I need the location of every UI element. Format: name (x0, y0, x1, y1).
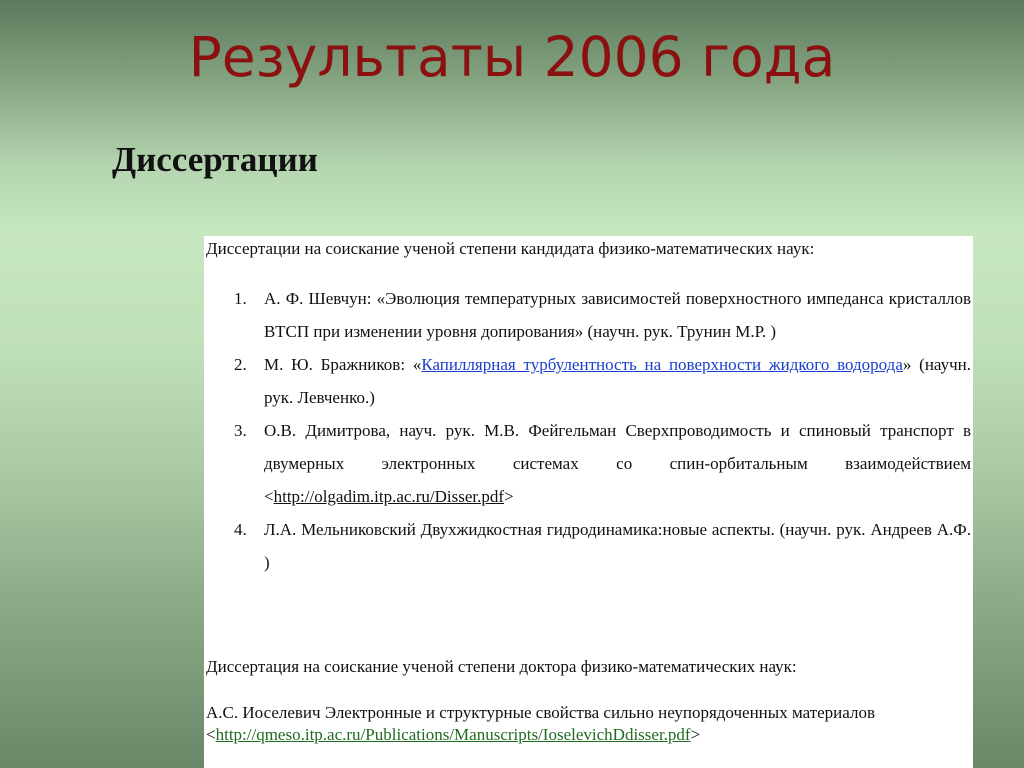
content-panel (204, 236, 973, 768)
list-number: 1. (234, 289, 247, 308)
doctor-item-text: > (690, 725, 701, 744)
dissertation-link[interactable]: Капиллярная турбулентность на поверхности жидкого водорода (421, 355, 903, 374)
list-item-text: М. Ю. Бражников: « (264, 355, 422, 374)
dissertation-url-link[interactable]: http://olgadim.itp.ac.ru/Disser.pdf (273, 487, 505, 506)
list-item-text: > (504, 487, 514, 506)
doctor-dissertation-link[interactable]: http://qmeso.itp.ac.ru/Publications/Manuscripts/IoselevichDdisser.pdf (215, 725, 691, 744)
list-item (204, 282, 972, 348)
list-number: 3. (234, 421, 247, 440)
doctor-intro: Диссертация на соискание ученой степени доктора физико-математических наук: (206, 657, 797, 676)
doctor-item-text: А.С. Иоселевич Электронные и структурные свойства сильно неупорядоченных материалов < (206, 703, 875, 744)
section-heading: Диссертации (112, 140, 318, 179)
candidate-intro: Диссертации на соискание ученой степени кандидата физико-математических наук: (206, 239, 815, 258)
list-item-text: » (научн. рук. Левченко.) (264, 355, 972, 407)
list-item (204, 513, 972, 579)
slide-title: Результаты 2006 года (188, 25, 836, 89)
list-item-text: О.В. Димитрова, науч. рук. М.В. Фейгельман Сверхпроводимость и спиновый транспорт в двумерных электронных системах со спин-орбитальным взаимодействием < (264, 421, 971, 506)
candidate-list (204, 282, 972, 579)
list-number: 4. (234, 520, 247, 539)
doctor-item (206, 702, 906, 746)
list-item-text: А. Ф. Шевчун: «Эволюция температурных зависимостей поверхностного импеданса кристаллов ВТСП при изменении уровня допирования» (научн. рук. Трунин М.Р. ) (264, 289, 971, 341)
list-item (204, 348, 972, 414)
list-number: 2. (234, 355, 247, 374)
list-item-text: Л.А. Мельниковский Двухжидкостная гидродинамика:новые аспекты. (научн. рук. Андреев А.Ф. ) (264, 520, 971, 572)
list-item (204, 414, 972, 513)
